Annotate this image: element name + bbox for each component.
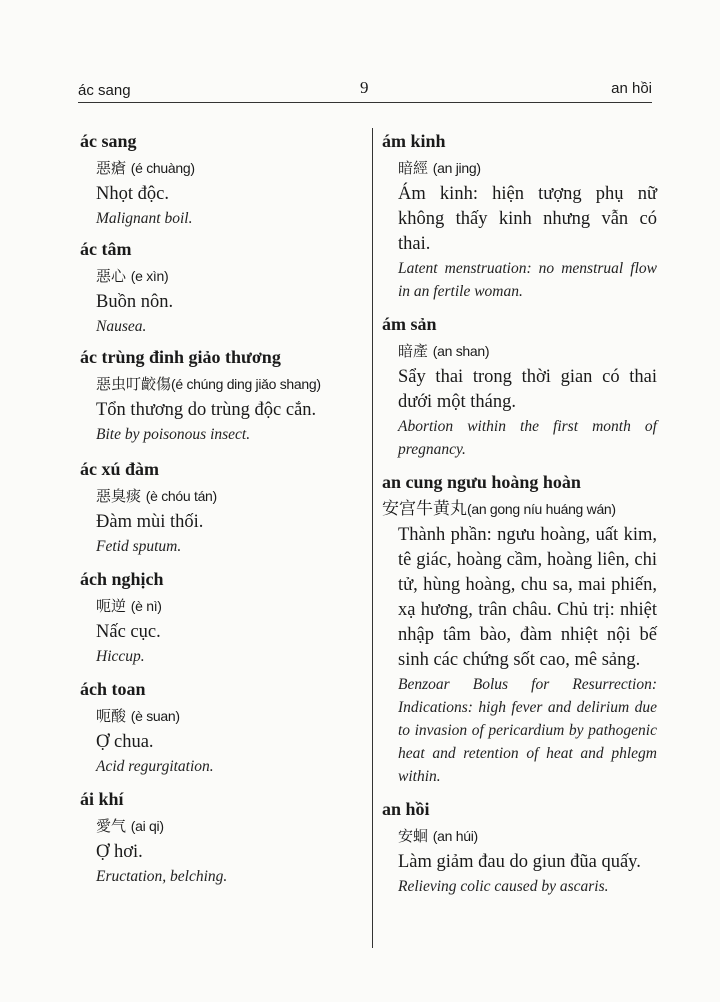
entry-hanzi-line (80, 702, 360, 730)
entry-vietnamese: Buồn nôn. (96, 292, 174, 312)
entry-hanzi: 呃逆 (96, 597, 127, 615)
entry-hanzi-line (80, 370, 360, 398)
entry-pinyin: (é chúng ding jiǎo shang) (171, 376, 321, 392)
entry-hanzi-line (80, 592, 360, 620)
left-column (80, 128, 360, 888)
entry-english: Acid regurgitation. (96, 758, 214, 775)
right-column (382, 128, 657, 898)
entry-hanzi-line (80, 482, 360, 510)
entry-vietnamese: Sẩy thai trong thời gian có thai dưới một tháng. (398, 367, 657, 412)
dictionary-entry (80, 236, 360, 338)
column-divider (372, 128, 373, 948)
entry-pinyin: (è suan) (130, 708, 180, 724)
entry-vietnamese: Nhọt độc. (96, 184, 169, 204)
entry-pinyin: (an jing) (432, 160, 481, 176)
entry-vietnamese: Ám kinh: hiện tượng phụ nữ không thấy kinh nhưng vẫn có thai. (398, 184, 657, 254)
entry-english: Nausea. (96, 318, 147, 335)
entry-pinyin: (an shan) (432, 343, 490, 359)
dictionary-entry (80, 676, 360, 778)
entry-headword: an cung ngưu hoàng hoàn (382, 472, 581, 492)
running-head-right: an hồi (611, 80, 652, 97)
entry-hanzi: 惡虫叮齩傷 (96, 375, 172, 393)
entry-english: Eructation, belching. (96, 868, 228, 885)
entry-hanzi: 惡心 (96, 267, 127, 285)
page-number: 9 (360, 78, 369, 97)
entry-english: Relieving colic caused by ascaris. (398, 878, 609, 895)
entry-hanzi: 安宫牛黄丸 (382, 499, 467, 519)
dictionary-entry (80, 456, 360, 558)
entry-pinyin: (é chuàng) (130, 160, 195, 176)
dictionary-entry (80, 128, 360, 230)
entry-english: Abortion within the first month of pregnancy. (398, 418, 657, 458)
entry-hanzi-line (80, 154, 360, 182)
entry-vietnamese: Nấc cục. (96, 622, 161, 642)
entry-pinyin: (è nì) (130, 598, 162, 614)
entry-headword: ác xú đàm (80, 459, 160, 479)
entry-headword: ác sang (80, 131, 137, 151)
dictionary-entry (382, 128, 657, 303)
entry-hanzi: 惡瘡 (96, 159, 127, 177)
running-head (78, 80, 652, 103)
entry-headword: ách nghịch (80, 569, 164, 589)
entry-vietnamese: Ợ chua. (96, 732, 154, 752)
running-head-left: ác sang (78, 82, 131, 99)
entry-english: Latent menstruation: no menstrual flow in an fertile woman. (398, 260, 657, 300)
entry-pinyin: (è chóu tán) (145, 488, 217, 504)
entry-english: Bite by poisonous insect. (96, 426, 251, 443)
dictionary-entry (382, 796, 657, 898)
entry-hanzi-line (382, 337, 657, 365)
entry-hanzi: 惡臭痰 (96, 487, 142, 505)
entry-hanzi: 暗產 (398, 342, 429, 360)
entry-headword: ác tâm (80, 239, 132, 259)
dictionary-entry (80, 786, 360, 888)
entry-pinyin: (an gong níu huáng wán) (467, 501, 616, 517)
entry-hanzi-line (382, 495, 657, 523)
entry-vietnamese: Ợ hơi. (96, 842, 143, 862)
entry-hanzi: 呃酸 (96, 707, 127, 725)
entry-english: Malignant boil. (96, 210, 193, 227)
entry-headword: an hồi (382, 799, 430, 819)
entry-hanzi-line (382, 154, 657, 182)
entry-english: Fetid sputum. (96, 538, 182, 555)
entry-vietnamese: Làm giảm đau do giun đũa quấy. (398, 852, 641, 872)
entry-hanzi-line (382, 822, 657, 850)
dictionary-entry (80, 566, 360, 668)
entry-hanzi-line (80, 812, 360, 840)
entry-hanzi-line (80, 262, 360, 290)
entry-vietnamese: Thành phần: ngưu hoàng, uất kim, tê giác, hoàng cầm, hoàng liên, chi tử, hùng hoàng, chu sa, mai phiến, xạ hương, trân châu. Chủ trị: nhiệt nhập tâm bào, đàm nhiệt nội bế sinh các chứng sốt cao, mê sảng. (398, 525, 657, 670)
entry-headword: ám sản (382, 314, 437, 334)
entry-hanzi: 愛气 (96, 817, 127, 835)
entry-pinyin: (e xìn) (130, 268, 169, 284)
dictionary-entry (382, 311, 657, 461)
entry-hanzi: 安蛔 (398, 827, 429, 845)
dictionary-entry (80, 344, 360, 446)
entry-headword: ác trùng đinh giảo thương (80, 347, 281, 367)
entry-vietnamese: Tổn thương do trùng độc cắn. (96, 400, 317, 420)
entry-hanzi: 暗經 (398, 159, 429, 177)
entry-headword: ách toan (80, 679, 146, 699)
entry-english: Benzoar Bolus for Resurrection: Indications: high fever and delirium due to invasion of pericardium by pathogenic heat and retention of heat and phlegm within. (398, 676, 657, 785)
dictionary-entry (382, 469, 657, 788)
entry-pinyin: (an húi) (432, 828, 478, 844)
entry-headword: ám kinh (382, 131, 446, 151)
entry-pinyin: (ai qi) (130, 818, 164, 834)
entry-headword: ái khí (80, 789, 124, 809)
entry-english: Hiccup. (96, 648, 145, 665)
entry-vietnamese: Đàm mùi thối. (96, 512, 204, 532)
